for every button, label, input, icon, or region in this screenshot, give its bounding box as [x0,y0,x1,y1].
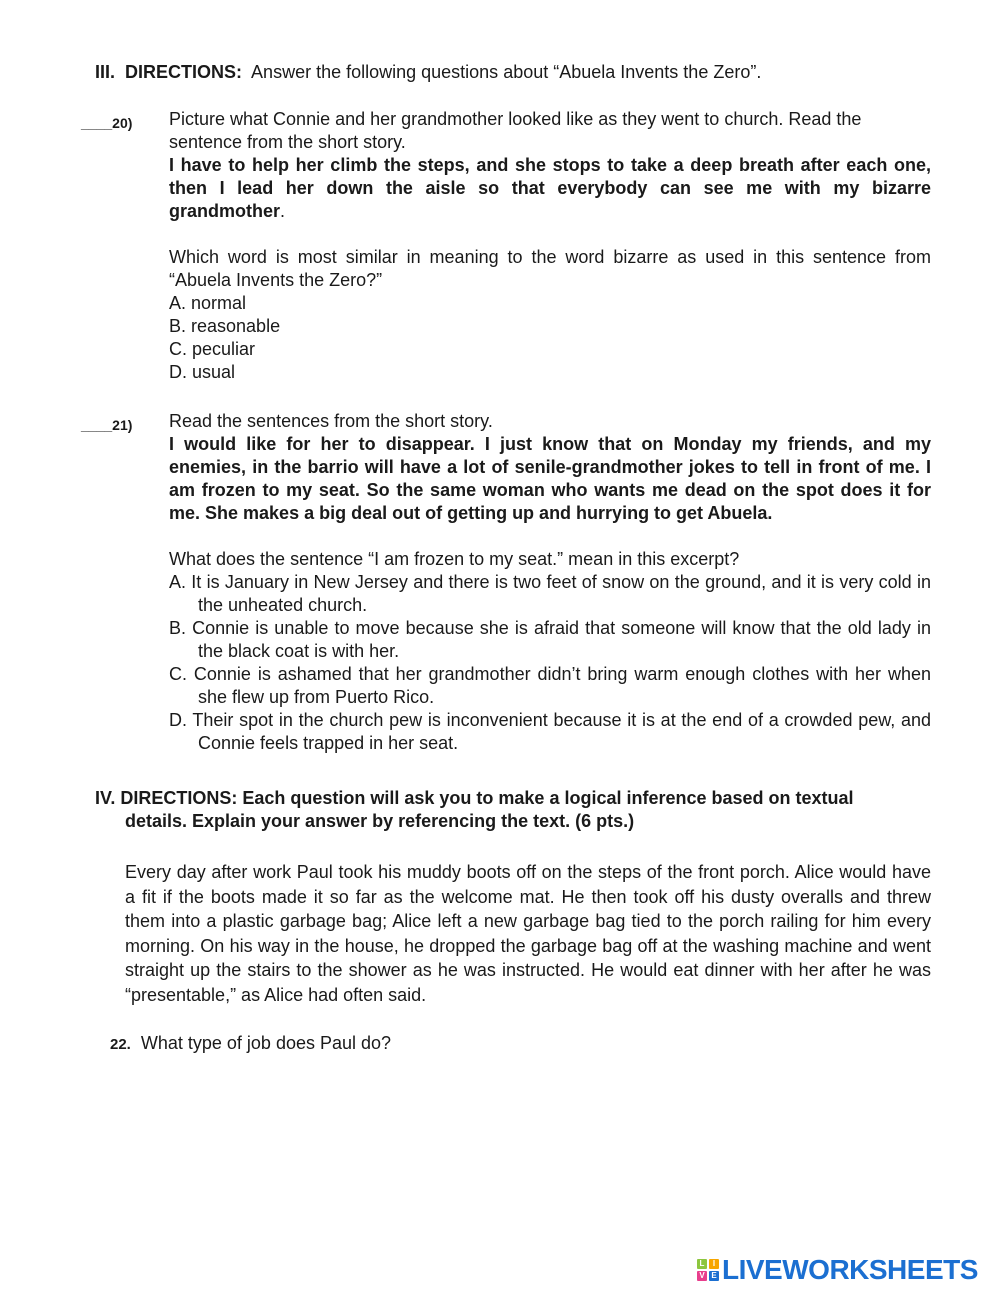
spacer [169,525,931,548]
spacer [169,223,931,246]
section-4-directions [95,787,935,833]
question-20-blank[interactable]: ____ [81,115,113,131]
question-21-choice-b: B. Connie is unable to move because she is afraid that someone will know that the old lady in the black coat is with her. [169,618,931,661]
question-20 [169,108,931,384]
question-20-choice-c: C. peculiar [169,339,256,359]
inference-passage: Every day after work Paul took his muddy boots off on the steps of the front porch. Alice would have a fit if the boots made it so far as the welcome mat. He then took off his dusty overalls and threw them into a plastic garbage bag; Alice left a new garbage bag tied to the porch railing for him every morning. On his way in the house, he dropped the garbage bag off at the washing machine and went straight up the stairs to the shower as he was instructed. He would eat dinner with her after he was “presentable,” as Alice had often said. [125,862,931,1005]
question-21-choice-a: A. It is January in New Jersey and there is two feet of snow on the ground, and it is very cold in the unheated church. [169,572,931,615]
question-21-label: 21) [112,417,133,433]
logo-icon-tile-e: E [709,1271,719,1281]
question-20-number [81,112,132,135]
section-3-text: Answer the following questions about “Abuela Invents the Zero”. [251,62,762,82]
question-22-number: 22. [110,1036,131,1053]
liveworksheets-logo-text: LIVEWORKSHEETS [722,1254,978,1285]
section-4-line-2: details. Explain your answer by referencing the text. (6 pts.) [125,811,635,831]
question-20-choice-b: B. reasonable [169,316,281,336]
question-20-choice-a: A. normal [169,293,247,313]
question-22 [110,1032,391,1056]
question-21-intro: Read the sentences from the short story. [169,411,493,431]
section-3-label: DIRECTIONS: [125,62,243,82]
question-22-text: What type of job does Paul do? [140,1033,392,1053]
logo-icon-tile-v: V [697,1271,707,1281]
section-3-directions [95,61,955,84]
question-21-choice-c: C. Connie is ashamed that her grandmother didn’t bring warm enough clothes with her when she flew up from Puerto Rico. [169,664,931,707]
question-20-question: Which word is most similar in meaning to the word bizarre as used in this sentence from “Abuela Invents the Zero?” [169,247,931,290]
question-21-quote: I would like for her to disappear. I just know that on Monday my friends, and my enemies, in the barrio will have a lot of senile-grandmother jokes to tell in front of me. I am frozen to my seat. So the same woman who wants me dead on the spot does it for me. She makes a big deal out of getting up and hurrying to get Abuela. [169,434,931,523]
question-20-intro: Picture what Connie and her grandmother looked like as they went to church. Read the sentence from the short story. [169,109,862,152]
section-3-numeral: III. [95,62,116,82]
question-20-quote-block [169,154,931,223]
logo-icon-tile-i: I [709,1259,719,1269]
question-20-choice-d: D. usual [169,362,236,382]
question-21-number [81,414,132,437]
question-20-label: 20) [112,115,133,131]
question-21-choice-d: D. Their spot in the church pew is inconvenient because it is at the end of a crowded pew, and Connie feels trapped in her seat. [169,710,931,753]
section-4-line-1: IV. DIRECTIONS: Each question will ask you to make a logical inference based on textual [95,788,854,808]
logo-icon-tile-l: L [697,1259,707,1269]
question-21 [169,410,931,755]
question-20-quote-end: . [280,201,286,221]
liveworksheets-logo-icon [697,1259,719,1281]
question-20-quote: I have to help her climb the steps, and she stops to take a deep breath after each one, then I lead her down the aisle so that everybody can see me with my bizarre grandmother [169,155,931,221]
question-21-blank[interactable]: ____ [81,417,113,433]
liveworksheets-logo [697,1254,978,1286]
question-21-question: What does the sentence “I am frozen to my seat.” mean in this excerpt? [169,549,740,569]
